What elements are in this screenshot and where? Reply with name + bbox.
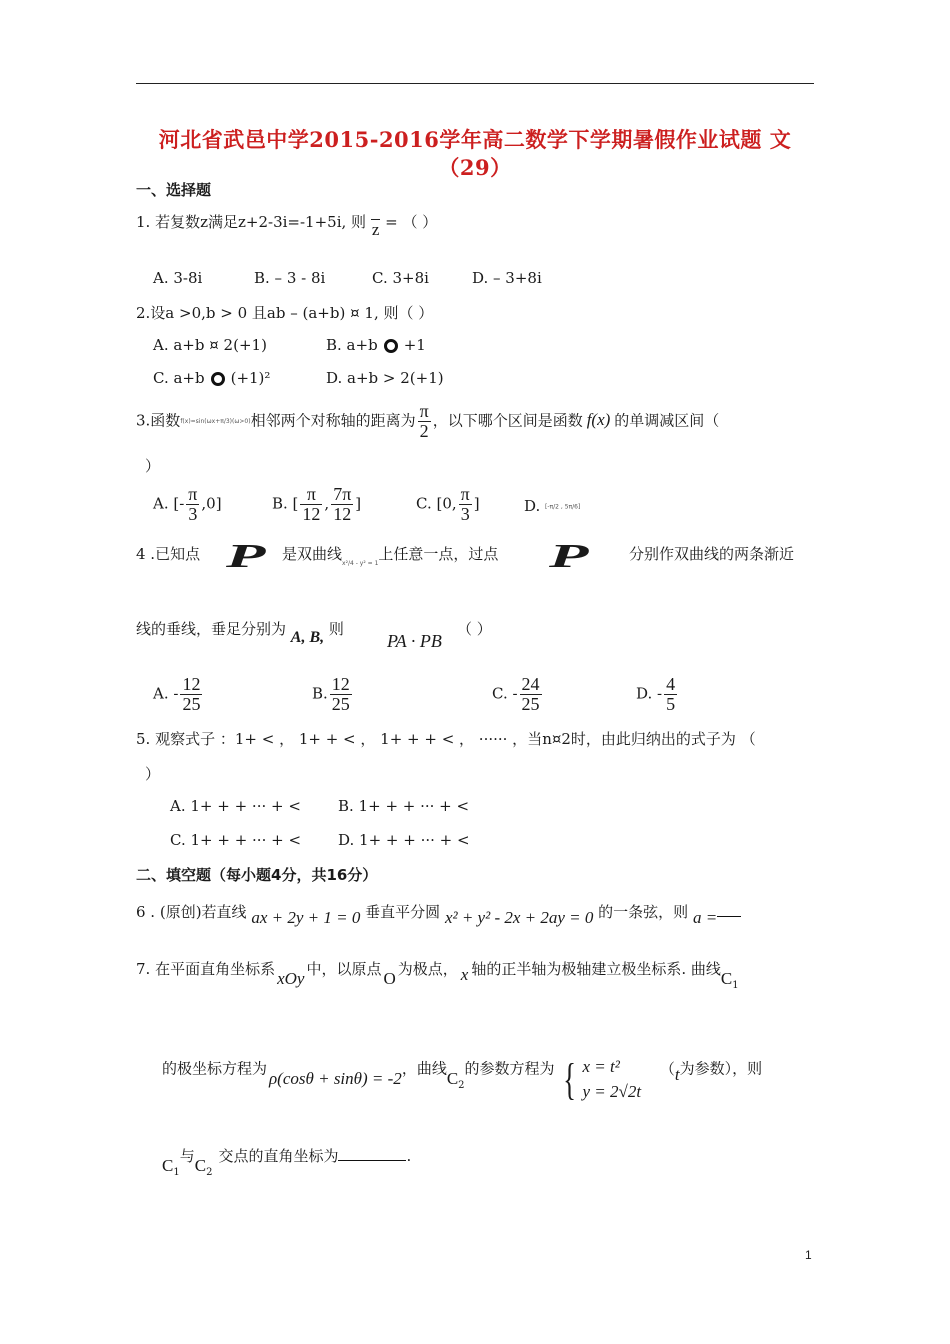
question-4-prefix: 4 .已知点 bbox=[136, 545, 201, 563]
question-7-line1: 7. 在平面直角坐标系 xOy 中，以原点 O 为极点， x 轴的正半轴为极轴建立极坐标系. 曲线$C_1$ bbox=[136, 960, 739, 991]
question-4-tail: 分别作双曲线的两条渐近 bbox=[629, 545, 795, 563]
section-heading-multiple-choice: 一、选择题 bbox=[136, 181, 212, 199]
q3-option-d: D. [-π/2 , 5π/6] bbox=[524, 497, 581, 515]
q5-option-c: C. 1+ + + ··· + < bbox=[170, 831, 302, 849]
big-point-p-2: P bbox=[549, 538, 589, 575]
question-3-wrap: ） bbox=[145, 457, 161, 475]
q3-option-b: B. [ $\frac{\pi}{12}$ , $\frac{7\pi}{12}$ ] bbox=[272, 484, 362, 524]
question-5: 5. 观察式子 ：1+ < ， 1+ + < ， 1+ + + < ， ······ ，当n¤2时，由此归纳出的式子为 （ bbox=[136, 730, 756, 748]
q2-option-c: C. a+b (+1)² bbox=[153, 369, 271, 387]
question-4-line2: 线的垂线，垂足分别为 A, B, 则 bbox=[136, 620, 344, 646]
question-4-paren: （ ） bbox=[457, 620, 492, 638]
q3-option-c: C. [0, $\frac{\pi}{3}$ ] bbox=[416, 484, 480, 524]
page-number: 1 bbox=[805, 1248, 812, 1262]
q3-option-a: A. [- $\frac{\pi}{3}$ ,0] bbox=[153, 484, 222, 524]
answer-blank bbox=[338, 1148, 406, 1161]
q5-option-b: B. 1+ + + ··· + < bbox=[338, 797, 470, 815]
q5-option-a: A. 1+ + + ··· + < bbox=[170, 797, 301, 815]
document-title-number: （29） bbox=[438, 155, 512, 180]
document-title: 河北省武邑中学2015-2016学年高二数学下学期暑假作业试题 文 bbox=[158, 127, 792, 152]
question-7-line2: 的极坐标方程为 ρ(cosθ + sinθ) = -2，曲线$C_2$的参数方程为 { x = t² y = 2√2t （t为参数），则 bbox=[162, 1054, 763, 1104]
q4-option-c: C. - $\frac{24}{25}$ bbox=[492, 674, 540, 714]
question-5-wrap: ） bbox=[145, 765, 161, 783]
fraction-pi-2: $\frac{\pi}{2}$ bbox=[419, 401, 429, 441]
q5-option-d: D. 1+ + + ··· + < bbox=[338, 831, 470, 849]
circle-symbol-icon bbox=[384, 339, 398, 353]
q1-option-a: A. 3-8i bbox=[153, 269, 203, 287]
tiny-formula: f(x)=sin(ωx+π/3)(ω>0) bbox=[180, 417, 251, 425]
q2-option-a: A. a+b ¤ 2(+1) bbox=[153, 336, 267, 354]
polar-equation: ρ(cosθ + sinθ) = -2 bbox=[269, 1068, 402, 1088]
q1-option-c: C. 3+8i bbox=[372, 269, 429, 287]
left-brace: { bbox=[563, 1054, 577, 1104]
big-point-p-1: P bbox=[226, 538, 266, 575]
q2-option-b: B. a+b +1 bbox=[326, 336, 426, 354]
q1-option-b: B. – 3 - 8i bbox=[254, 269, 326, 287]
q4-option-a: A. - $\frac{12}{25}$ bbox=[153, 674, 201, 714]
q1-option-d: D. – 3+8i bbox=[472, 269, 542, 287]
question-3: 3.函数f(x)=sin(ωx+π/3)(ω>0)相邻两个对称轴的距离为 $\frac{\pi}{2}$ ，以下哪个区间是函数 f(x) 的单调减区间（ bbox=[136, 401, 720, 441]
question-1: 1. 若复数z满足z+2-3i=-1+5i, 则 z = （ ） bbox=[136, 213, 438, 239]
circle-symbol-icon bbox=[211, 372, 225, 386]
q4-option-b: B. $\frac{12}{25}$ bbox=[312, 674, 350, 714]
question-7-line3: $C_1$与$C_2$交点的直角坐标为 . bbox=[162, 1147, 412, 1178]
answer-blank bbox=[717, 904, 741, 917]
question-4-mid: 是双曲线$_{x^2/4 - y^2 = 1}$上任意一点，过点 bbox=[282, 545, 499, 567]
conjugate-z: z bbox=[371, 219, 380, 239]
q4-option-d: D. - $\frac{4}{5}$ bbox=[636, 674, 676, 714]
header-rule bbox=[136, 83, 814, 84]
parametric-system: { x = t² y = 2√2t bbox=[563, 1054, 642, 1104]
section-heading-fill-in: 二、填空题（每小题4分，共16分） bbox=[136, 866, 378, 884]
vector-dot-product: PA · PB bbox=[387, 631, 442, 651]
q2-option-d: D. a+b > 2(+1) bbox=[326, 369, 444, 387]
question-6: 6 . (原创)若直线 ax + 2y + 1 = 0 垂直平分圆 x² + y² - 2x + 2ay = 0 的一条弦，则 a = bbox=[136, 901, 741, 922]
question-2: 2.设a >0,b > 0 且ab – (a+b) ¤ 1, 则（ ） bbox=[136, 304, 434, 322]
